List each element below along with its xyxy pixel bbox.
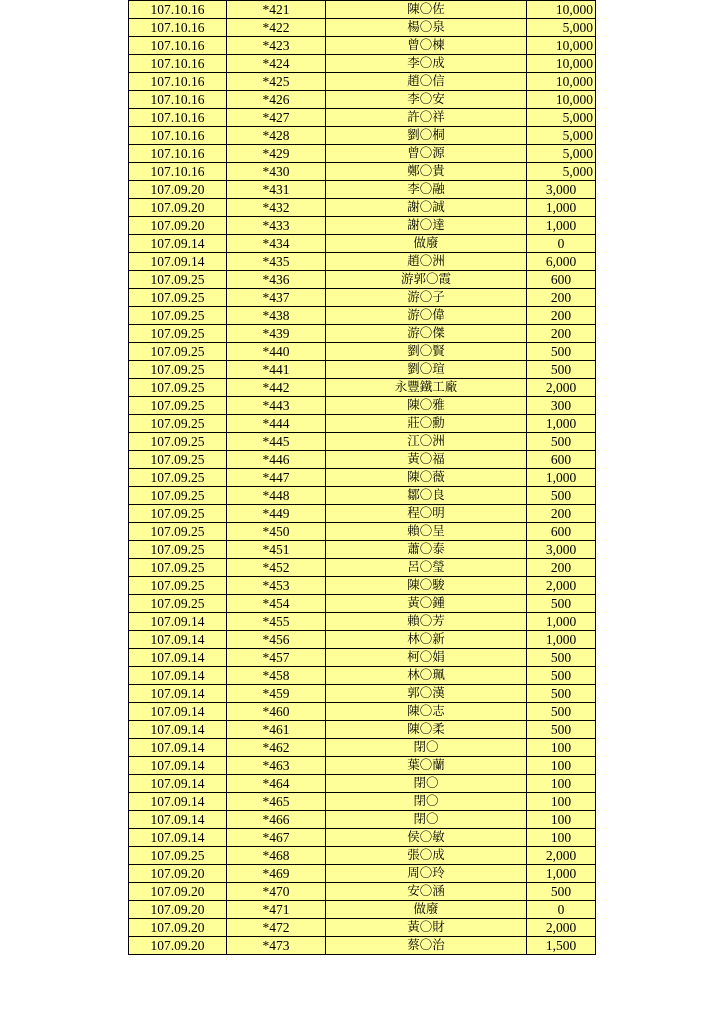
serial-cell: *424	[227, 55, 326, 73]
date-cell: 107.09.25	[129, 451, 227, 469]
serial-cell: *441	[227, 361, 326, 379]
table-row	[129, 721, 596, 739]
date-cell: 107.09.14	[129, 631, 227, 649]
date-cell: 107.09.14	[129, 775, 227, 793]
serial-cell: *471	[227, 901, 326, 919]
amount-cell: 500	[527, 361, 596, 379]
serial-cell: *462	[227, 739, 326, 757]
date-cell: 107.10.16	[129, 145, 227, 163]
serial-cell: *429	[227, 145, 326, 163]
serial-cell: *433	[227, 217, 326, 235]
serial-cell: *446	[227, 451, 326, 469]
serial-cell: *463	[227, 757, 326, 775]
serial-cell: *440	[227, 343, 326, 361]
date-cell: 107.09.14	[129, 757, 227, 775]
table-row	[129, 901, 596, 919]
donor-name-cell: 葉〇蘭	[326, 757, 527, 775]
date-cell: 107.10.16	[129, 1, 227, 19]
table-row	[129, 37, 596, 55]
date-cell: 107.09.25	[129, 469, 227, 487]
amount-cell: 500	[527, 343, 596, 361]
donor-name-cell: 謝〇達	[326, 217, 527, 235]
date-cell: 107.09.20	[129, 217, 227, 235]
date-cell: 107.09.25	[129, 559, 227, 577]
date-cell: 107.10.16	[129, 91, 227, 109]
donor-name-cell: 陳〇雅	[326, 397, 527, 415]
date-cell: 107.09.25	[129, 541, 227, 559]
donor-name-cell: 莊〇勳	[326, 415, 527, 433]
table-row	[129, 361, 596, 379]
serial-cell: *442	[227, 379, 326, 397]
date-cell: 107.09.14	[129, 829, 227, 847]
amount-cell: 100	[527, 757, 596, 775]
serial-cell: *453	[227, 577, 326, 595]
amount-cell: 200	[527, 289, 596, 307]
amount-cell: 100	[527, 793, 596, 811]
date-cell: 107.09.14	[129, 811, 227, 829]
table-row	[129, 145, 596, 163]
date-cell: 107.09.14	[129, 613, 227, 631]
serial-cell: *447	[227, 469, 326, 487]
donor-name-cell: 曾〇源	[326, 145, 527, 163]
date-cell: 107.09.14	[129, 703, 227, 721]
amount-cell: 10,000	[527, 1, 596, 19]
donor-name-cell: 林〇新	[326, 631, 527, 649]
table-row	[129, 757, 596, 775]
donor-name-cell: 黃〇福	[326, 451, 527, 469]
amount-cell: 500	[527, 703, 596, 721]
date-cell: 107.09.20	[129, 181, 227, 199]
donor-name-cell: 劉〇瑄	[326, 361, 527, 379]
donor-name-cell: 做廢	[326, 901, 527, 919]
donor-name-cell: 曾〇楝	[326, 37, 527, 55]
date-cell: 107.09.14	[129, 649, 227, 667]
amount-cell: 3,000	[527, 541, 596, 559]
amount-cell: 5,000	[527, 145, 596, 163]
table-row	[129, 865, 596, 883]
donor-name-cell: 陳〇駿	[326, 577, 527, 595]
amount-cell: 0	[527, 235, 596, 253]
serial-cell: *467	[227, 829, 326, 847]
date-cell: 107.09.20	[129, 199, 227, 217]
serial-cell: *443	[227, 397, 326, 415]
table-row	[129, 73, 596, 91]
serial-cell: *445	[227, 433, 326, 451]
amount-cell: 100	[527, 775, 596, 793]
amount-cell: 500	[527, 595, 596, 613]
donor-name-cell: 黃〇財	[326, 919, 527, 937]
amount-cell: 100	[527, 811, 596, 829]
amount-cell: 5,000	[527, 127, 596, 145]
donor-name-cell: 游〇傑	[326, 325, 527, 343]
donor-name-cell: 楊〇泉	[326, 19, 527, 37]
amount-cell: 100	[527, 739, 596, 757]
table-row	[129, 829, 596, 847]
donor-name-cell: 安〇涵	[326, 883, 527, 901]
table-row	[129, 793, 596, 811]
donor-name-cell: 程〇明	[326, 505, 527, 523]
table-row	[129, 559, 596, 577]
ledger-body	[129, 1, 596, 955]
table-row	[129, 685, 596, 703]
table-row	[129, 523, 596, 541]
serial-cell: *458	[227, 667, 326, 685]
donor-name-cell: 侯〇敏	[326, 829, 527, 847]
amount-cell: 500	[527, 649, 596, 667]
amount-cell: 5,000	[527, 163, 596, 181]
amount-cell: 500	[527, 487, 596, 505]
amount-cell: 1,000	[527, 469, 596, 487]
table-row	[129, 55, 596, 73]
amount-cell: 10,000	[527, 91, 596, 109]
date-cell: 107.09.20	[129, 937, 227, 955]
donor-name-cell: 游〇子	[326, 289, 527, 307]
donation-ledger-table	[128, 0, 596, 955]
serial-cell: *439	[227, 325, 326, 343]
table-row	[129, 649, 596, 667]
serial-cell: *426	[227, 91, 326, 109]
amount-cell: 1,000	[527, 217, 596, 235]
donor-name-cell: 劉〇桐	[326, 127, 527, 145]
amount-cell: 5,000	[527, 19, 596, 37]
date-cell: 107.09.25	[129, 523, 227, 541]
amount-cell: 1,000	[527, 865, 596, 883]
serial-cell: *432	[227, 199, 326, 217]
donor-name-cell: 李〇安	[326, 91, 527, 109]
donor-name-cell: 黃〇鍾	[326, 595, 527, 613]
table-row	[129, 91, 596, 109]
amount-cell: 200	[527, 505, 596, 523]
table-row	[129, 325, 596, 343]
table-row	[129, 433, 596, 451]
serial-cell: *430	[227, 163, 326, 181]
table-row	[129, 541, 596, 559]
table-row	[129, 505, 596, 523]
donor-name-cell: 李〇成	[326, 55, 527, 73]
serial-cell: *451	[227, 541, 326, 559]
table-row	[129, 919, 596, 937]
table-row	[129, 253, 596, 271]
date-cell: 107.09.25	[129, 505, 227, 523]
amount-cell: 1,000	[527, 613, 596, 631]
serial-cell: *449	[227, 505, 326, 523]
table-row	[129, 667, 596, 685]
table-row	[129, 577, 596, 595]
date-cell: 107.09.25	[129, 577, 227, 595]
donor-name-cell: 李〇融	[326, 181, 527, 199]
date-cell: 107.09.25	[129, 361, 227, 379]
donor-name-cell: 蕭〇泰	[326, 541, 527, 559]
donor-name-cell: 閉〇	[326, 793, 527, 811]
table-row	[129, 379, 596, 397]
table-row	[129, 451, 596, 469]
serial-cell: *452	[227, 559, 326, 577]
serial-cell: *468	[227, 847, 326, 865]
donor-name-cell: 做廢	[326, 235, 527, 253]
serial-cell: *461	[227, 721, 326, 739]
amount-cell: 500	[527, 685, 596, 703]
donor-name-cell: 陳〇柔	[326, 721, 527, 739]
serial-cell: *450	[227, 523, 326, 541]
amount-cell: 200	[527, 307, 596, 325]
donor-name-cell: 賴〇芳	[326, 613, 527, 631]
amount-cell: 0	[527, 901, 596, 919]
amount-cell: 6,000	[527, 253, 596, 271]
serial-cell: *427	[227, 109, 326, 127]
date-cell: 107.10.16	[129, 109, 227, 127]
serial-cell: *425	[227, 73, 326, 91]
table-row	[129, 415, 596, 433]
date-cell: 107.09.25	[129, 307, 227, 325]
table-row	[129, 163, 596, 181]
amount-cell: 2,000	[527, 847, 596, 865]
table-row	[129, 289, 596, 307]
donor-name-cell: 鄒〇良	[326, 487, 527, 505]
date-cell: 107.09.20	[129, 901, 227, 919]
amount-cell: 10,000	[527, 73, 596, 91]
amount-cell: 300	[527, 397, 596, 415]
date-cell: 107.10.16	[129, 19, 227, 37]
table-row	[129, 217, 596, 235]
date-cell: 107.09.14	[129, 253, 227, 271]
date-cell: 107.10.16	[129, 73, 227, 91]
date-cell: 107.09.25	[129, 847, 227, 865]
amount-cell: 2,000	[527, 379, 596, 397]
date-cell: 107.09.25	[129, 325, 227, 343]
date-cell: 107.09.14	[129, 793, 227, 811]
amount-cell: 10,000	[527, 55, 596, 73]
serial-cell: *470	[227, 883, 326, 901]
amount-cell: 600	[527, 271, 596, 289]
amount-cell: 1,500	[527, 937, 596, 955]
donor-name-cell: 閉〇	[326, 775, 527, 793]
table-row	[129, 1, 596, 19]
amount-cell: 500	[527, 721, 596, 739]
amount-cell: 600	[527, 451, 596, 469]
serial-cell: *473	[227, 937, 326, 955]
date-cell: 107.09.25	[129, 487, 227, 505]
amount-cell: 1,000	[527, 631, 596, 649]
amount-cell: 100	[527, 829, 596, 847]
table-row	[129, 739, 596, 757]
date-cell: 107.09.25	[129, 289, 227, 307]
date-cell: 107.09.25	[129, 415, 227, 433]
serial-cell: *466	[227, 811, 326, 829]
amount-cell: 200	[527, 559, 596, 577]
donor-name-cell: 江〇洲	[326, 433, 527, 451]
serial-cell: *438	[227, 307, 326, 325]
donor-name-cell: 謝〇誠	[326, 199, 527, 217]
amount-cell: 500	[527, 883, 596, 901]
donor-name-cell: 許〇祥	[326, 109, 527, 127]
donor-name-cell: 林〇珮	[326, 667, 527, 685]
table-row	[129, 703, 596, 721]
table-row	[129, 775, 596, 793]
donor-name-cell: 劉〇賢	[326, 343, 527, 361]
serial-cell: *444	[227, 415, 326, 433]
serial-cell: *448	[227, 487, 326, 505]
table-row	[129, 109, 596, 127]
donor-name-cell: 陳〇佐	[326, 1, 527, 19]
donor-name-cell: 閉〇	[326, 811, 527, 829]
serial-cell: *428	[227, 127, 326, 145]
table-row	[129, 937, 596, 955]
table-row	[129, 127, 596, 145]
table-row	[129, 487, 596, 505]
serial-cell: *456	[227, 631, 326, 649]
serial-cell: *459	[227, 685, 326, 703]
date-cell: 107.10.16	[129, 37, 227, 55]
amount-cell: 600	[527, 523, 596, 541]
serial-cell: *435	[227, 253, 326, 271]
serial-cell: *472	[227, 919, 326, 937]
donor-name-cell: 蔡〇治	[326, 937, 527, 955]
serial-cell: *434	[227, 235, 326, 253]
serial-cell: *454	[227, 595, 326, 613]
donor-name-cell: 郭〇漢	[326, 685, 527, 703]
date-cell: 107.09.20	[129, 865, 227, 883]
serial-cell: *436	[227, 271, 326, 289]
serial-cell: *457	[227, 649, 326, 667]
table-row	[129, 271, 596, 289]
donor-name-cell: 周〇玲	[326, 865, 527, 883]
amount-cell: 2,000	[527, 919, 596, 937]
date-cell: 107.09.25	[129, 595, 227, 613]
date-cell: 107.09.14	[129, 667, 227, 685]
serial-cell: *460	[227, 703, 326, 721]
date-cell: 107.10.16	[129, 127, 227, 145]
amount-cell: 1,000	[527, 199, 596, 217]
donor-name-cell: 鄭〇貴	[326, 163, 527, 181]
date-cell: 107.10.16	[129, 163, 227, 181]
amount-cell: 500	[527, 433, 596, 451]
amount-cell: 200	[527, 325, 596, 343]
donor-name-cell: 陳〇薇	[326, 469, 527, 487]
donor-name-cell: 張〇成	[326, 847, 527, 865]
donor-name-cell: 游〇偉	[326, 307, 527, 325]
amount-cell: 2,000	[527, 577, 596, 595]
table-row	[129, 847, 596, 865]
table-row	[129, 307, 596, 325]
date-cell: 107.09.25	[129, 271, 227, 289]
date-cell: 107.09.25	[129, 397, 227, 415]
table-row	[129, 595, 596, 613]
amount-cell: 1,000	[527, 415, 596, 433]
serial-cell: *465	[227, 793, 326, 811]
table-row	[129, 199, 596, 217]
date-cell: 107.10.16	[129, 55, 227, 73]
date-cell: 107.09.14	[129, 685, 227, 703]
serial-cell: *431	[227, 181, 326, 199]
amount-cell: 3,000	[527, 181, 596, 199]
donor-name-cell: 賴〇呈	[326, 523, 527, 541]
amount-cell: 5,000	[527, 109, 596, 127]
table-row	[129, 181, 596, 199]
table-row	[129, 613, 596, 631]
donor-name-cell: 呂〇瑩	[326, 559, 527, 577]
donor-name-cell: 柯〇娟	[326, 649, 527, 667]
serial-cell: *464	[227, 775, 326, 793]
serial-cell: *469	[227, 865, 326, 883]
donor-name-cell: 趙〇洲	[326, 253, 527, 271]
date-cell: 107.09.25	[129, 433, 227, 451]
serial-cell: *455	[227, 613, 326, 631]
table-row	[129, 235, 596, 253]
donor-name-cell: 陳〇志	[326, 703, 527, 721]
serial-cell: *423	[227, 37, 326, 55]
amount-cell: 500	[527, 667, 596, 685]
date-cell: 107.09.14	[129, 235, 227, 253]
donor-name-cell: 趙〇信	[326, 73, 527, 91]
table-row	[129, 343, 596, 361]
table-row	[129, 883, 596, 901]
date-cell: 107.09.25	[129, 343, 227, 361]
table-row	[129, 397, 596, 415]
date-cell: 107.09.25	[129, 379, 227, 397]
date-cell: 107.09.14	[129, 739, 227, 757]
serial-cell: *421	[227, 1, 326, 19]
serial-cell: *422	[227, 19, 326, 37]
table-row	[129, 469, 596, 487]
date-cell: 107.09.14	[129, 721, 227, 739]
donor-name-cell: 游郭〇霞	[326, 271, 527, 289]
date-cell: 107.09.20	[129, 919, 227, 937]
donor-name-cell: 閉〇	[326, 739, 527, 757]
serial-cell: *437	[227, 289, 326, 307]
date-cell: 107.09.20	[129, 883, 227, 901]
table-row	[129, 631, 596, 649]
amount-cell: 10,000	[527, 37, 596, 55]
donor-name-cell: 永豐鐵工廠	[326, 379, 527, 397]
table-row	[129, 19, 596, 37]
table-row	[129, 811, 596, 829]
